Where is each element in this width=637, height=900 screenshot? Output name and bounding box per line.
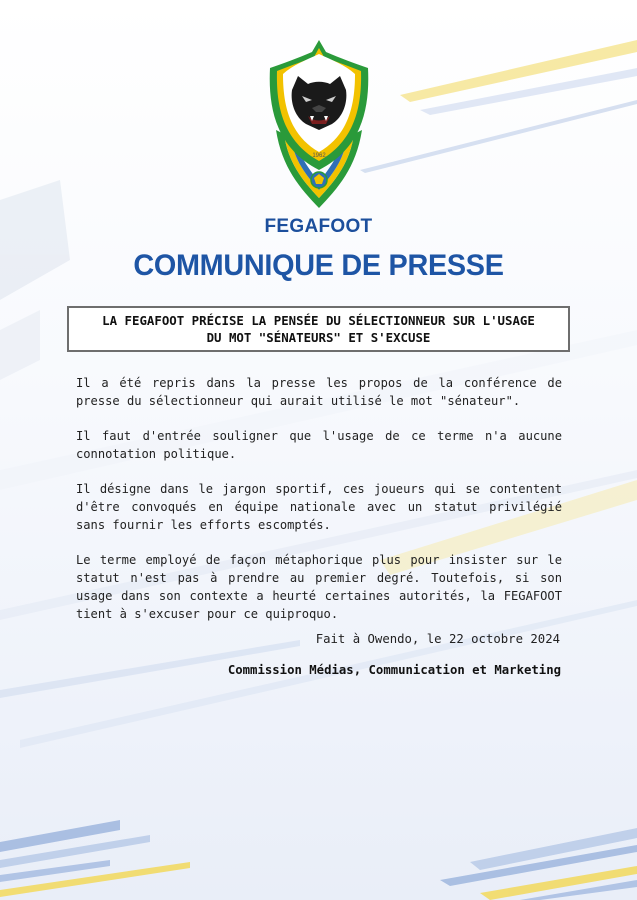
logo-year: 1962 (312, 153, 326, 159)
paragraph: Il faut d'entrée souligner que l'usage de ce terme n'a aucune connotation politique. (76, 429, 562, 461)
place-and-date: Fait à Owendo, le 22 octobre 2024 (315, 632, 560, 646)
document-title: COMMUNIQUE DE PRESSE (133, 249, 504, 282)
signature: Commission Médias, Communication et Marketing (227, 663, 561, 677)
panther-crest-icon (262, 38, 376, 214)
subject-line-1: LA FEGAFOOT PRÉCISE LA PENSÉE DU SÉLECTIONNEUR SUR L'USAGE (102, 313, 535, 328)
subject-box (67, 306, 570, 352)
paragraph: Le terme employé de façon métaphorique plus pour insister sur le statut n'est pas à prendre au premier degré. Toutefois, si son usage dans son contexte a heurté certaines autorités, la FEGAFOOT tient à s'excuser pour ce quiproquo. (76, 553, 562, 621)
organization-name: FEGAFOOT (264, 216, 373, 237)
paragraph: Il désigne dans le jargon sportif, ces joueurs qui se contentent d'être convoqués en équipe nationale avec un statut privilégié sans fournir les efforts escomptés. (76, 482, 562, 532)
fegafoot-logo (262, 38, 376, 218)
subject-line-2: DU MOT "SÉNATEURS" ET S'EXCUSE (206, 330, 431, 345)
press-release-body (76, 374, 562, 640)
paragraph: Il a été repris dans la presse les propos de la conférence de presse du sélectionneur qui aurait utilisé le mot "sénateur". (76, 376, 562, 408)
